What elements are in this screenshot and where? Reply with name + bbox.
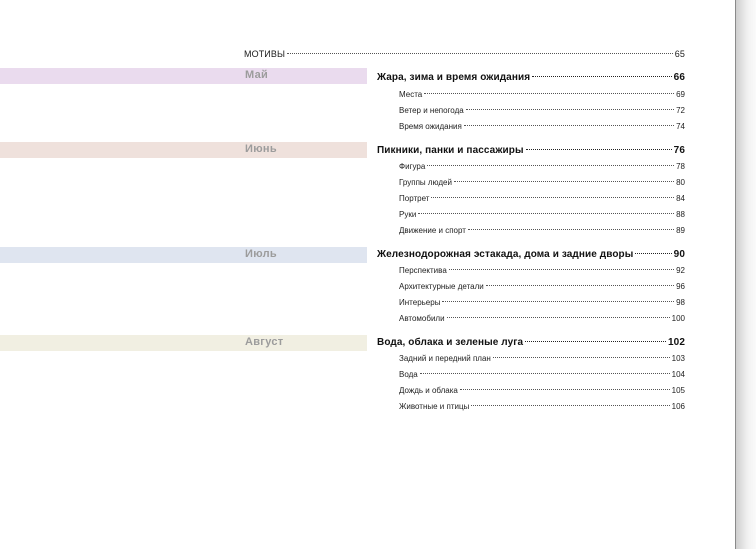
month-band-may [0, 68, 367, 84]
toc-subentry-label: Дождь и облака [399, 386, 458, 395]
toc-subentry-label: Портрет [399, 194, 430, 203]
toc-entry-label: МОТИВЫ [244, 49, 286, 59]
toc-subentry-label: Руки [399, 210, 417, 219]
toc-subentry[interactable] [399, 226, 685, 235]
toc-page-number: 80 [676, 178, 685, 187]
toc-chapter[interactable] [377, 145, 685, 156]
dot-leader [427, 165, 674, 166]
toc-subentry[interactable] [399, 402, 685, 411]
toc-chapter[interactable] [377, 249, 685, 260]
toc-subentry[interactable] [399, 266, 685, 275]
toc-subentry-label: Движение и спорт [399, 226, 466, 235]
toc-subentry-label: Ветер и непогода [399, 106, 464, 115]
dot-leader [635, 253, 671, 254]
toc-subentry[interactable] [399, 386, 685, 395]
toc-subentry-label: Животные и птицы [399, 402, 470, 411]
dot-leader [449, 269, 674, 270]
dot-leader [486, 285, 674, 286]
dot-leader [526, 149, 672, 150]
month-label: Май [245, 69, 269, 81]
toc-page-number: 104 [671, 370, 685, 379]
toc-page-number: 98 [676, 298, 685, 307]
toc-subentry[interactable] [399, 282, 685, 291]
dot-leader [493, 357, 670, 358]
toc-subentry[interactable] [399, 106, 685, 115]
toc-subentry-label: Перспектива [399, 266, 447, 275]
toc-chapter-title: Вода, облака и зеленые луга [377, 337, 524, 348]
toc-subentry[interactable] [399, 314, 685, 323]
toc-subentry-label: Места [399, 90, 423, 99]
dot-leader [431, 197, 674, 198]
toc-page-number: 66 [673, 72, 685, 83]
toc-subentry-label: Интерьеры [399, 298, 441, 307]
dot-leader [420, 373, 670, 374]
toc-page-number: 74 [676, 122, 685, 131]
toc-page-number: 106 [671, 402, 685, 411]
month-band-june [0, 142, 367, 158]
toc-chapter-title: Пикники, панки и пассажиры [377, 145, 524, 156]
toc-page-number: 103 [671, 354, 685, 363]
dot-leader [466, 109, 674, 110]
toc-entry-motifs[interactable] [244, 49, 685, 59]
toc-page-number: 65 [674, 49, 685, 59]
toc-page-number: 78 [676, 162, 685, 171]
dot-leader [471, 405, 669, 406]
toc-page-number: 76 [673, 145, 685, 156]
toc-subentry-label: Вода [399, 370, 418, 379]
toc-subentry[interactable] [399, 370, 685, 379]
month-label: Июнь [245, 143, 277, 155]
toc-page-number: 84 [676, 194, 685, 203]
toc-chapter[interactable] [377, 337, 685, 348]
page-shadow [736, 0, 756, 549]
month-label: Август [245, 336, 284, 348]
month-band-august [0, 335, 367, 351]
dot-leader [525, 341, 666, 342]
dot-leader [424, 93, 674, 94]
toc-subentry[interactable] [399, 210, 685, 219]
dot-leader [468, 229, 674, 230]
toc-page-number: 96 [676, 282, 685, 291]
toc-page-number: 72 [676, 106, 685, 115]
toc-subentry-label: Архитектурные детали [399, 282, 484, 291]
toc-subentry[interactable] [399, 194, 685, 203]
toc-page-number: 88 [676, 210, 685, 219]
toc-subentry-label: Время ожидания [399, 122, 462, 131]
toc-page-number: 89 [676, 226, 685, 235]
toc-chapter-title: Жара, зима и время ожидания [377, 72, 531, 83]
dot-leader [442, 301, 674, 302]
toc-subentry[interactable] [399, 162, 685, 171]
toc-subentry-label: Автомобили [399, 314, 445, 323]
toc-subentry-label: Задний и передний план [399, 354, 491, 363]
toc-subentry[interactable] [399, 90, 685, 99]
month-band-july [0, 247, 367, 263]
dot-leader [464, 125, 674, 126]
dot-leader [454, 181, 674, 182]
toc-chapter[interactable] [377, 72, 685, 83]
toc-subentry[interactable] [399, 298, 685, 307]
toc-subentry[interactable] [399, 178, 685, 187]
toc-subentry[interactable] [399, 122, 685, 131]
toc-subentry-label: Фигура [399, 162, 426, 171]
dot-leader [532, 76, 672, 77]
toc-page-number: 105 [671, 386, 685, 395]
toc-page-number: 92 [676, 266, 685, 275]
dot-leader [287, 53, 673, 54]
dot-leader [460, 389, 670, 390]
toc-page-number: 102 [668, 337, 685, 348]
toc-page-number: 100 [671, 314, 685, 323]
dot-leader [418, 213, 674, 214]
toc-page-number: 90 [673, 249, 685, 260]
toc-page-number: 69 [676, 90, 685, 99]
toc-subentry-label: Группы людей [399, 178, 452, 187]
month-label: Июль [245, 248, 277, 260]
toc-subentry[interactable] [399, 354, 685, 363]
dot-leader [447, 317, 670, 318]
toc-chapter-title: Железнодорожная эстакада, дома и задние дворы [377, 249, 634, 260]
